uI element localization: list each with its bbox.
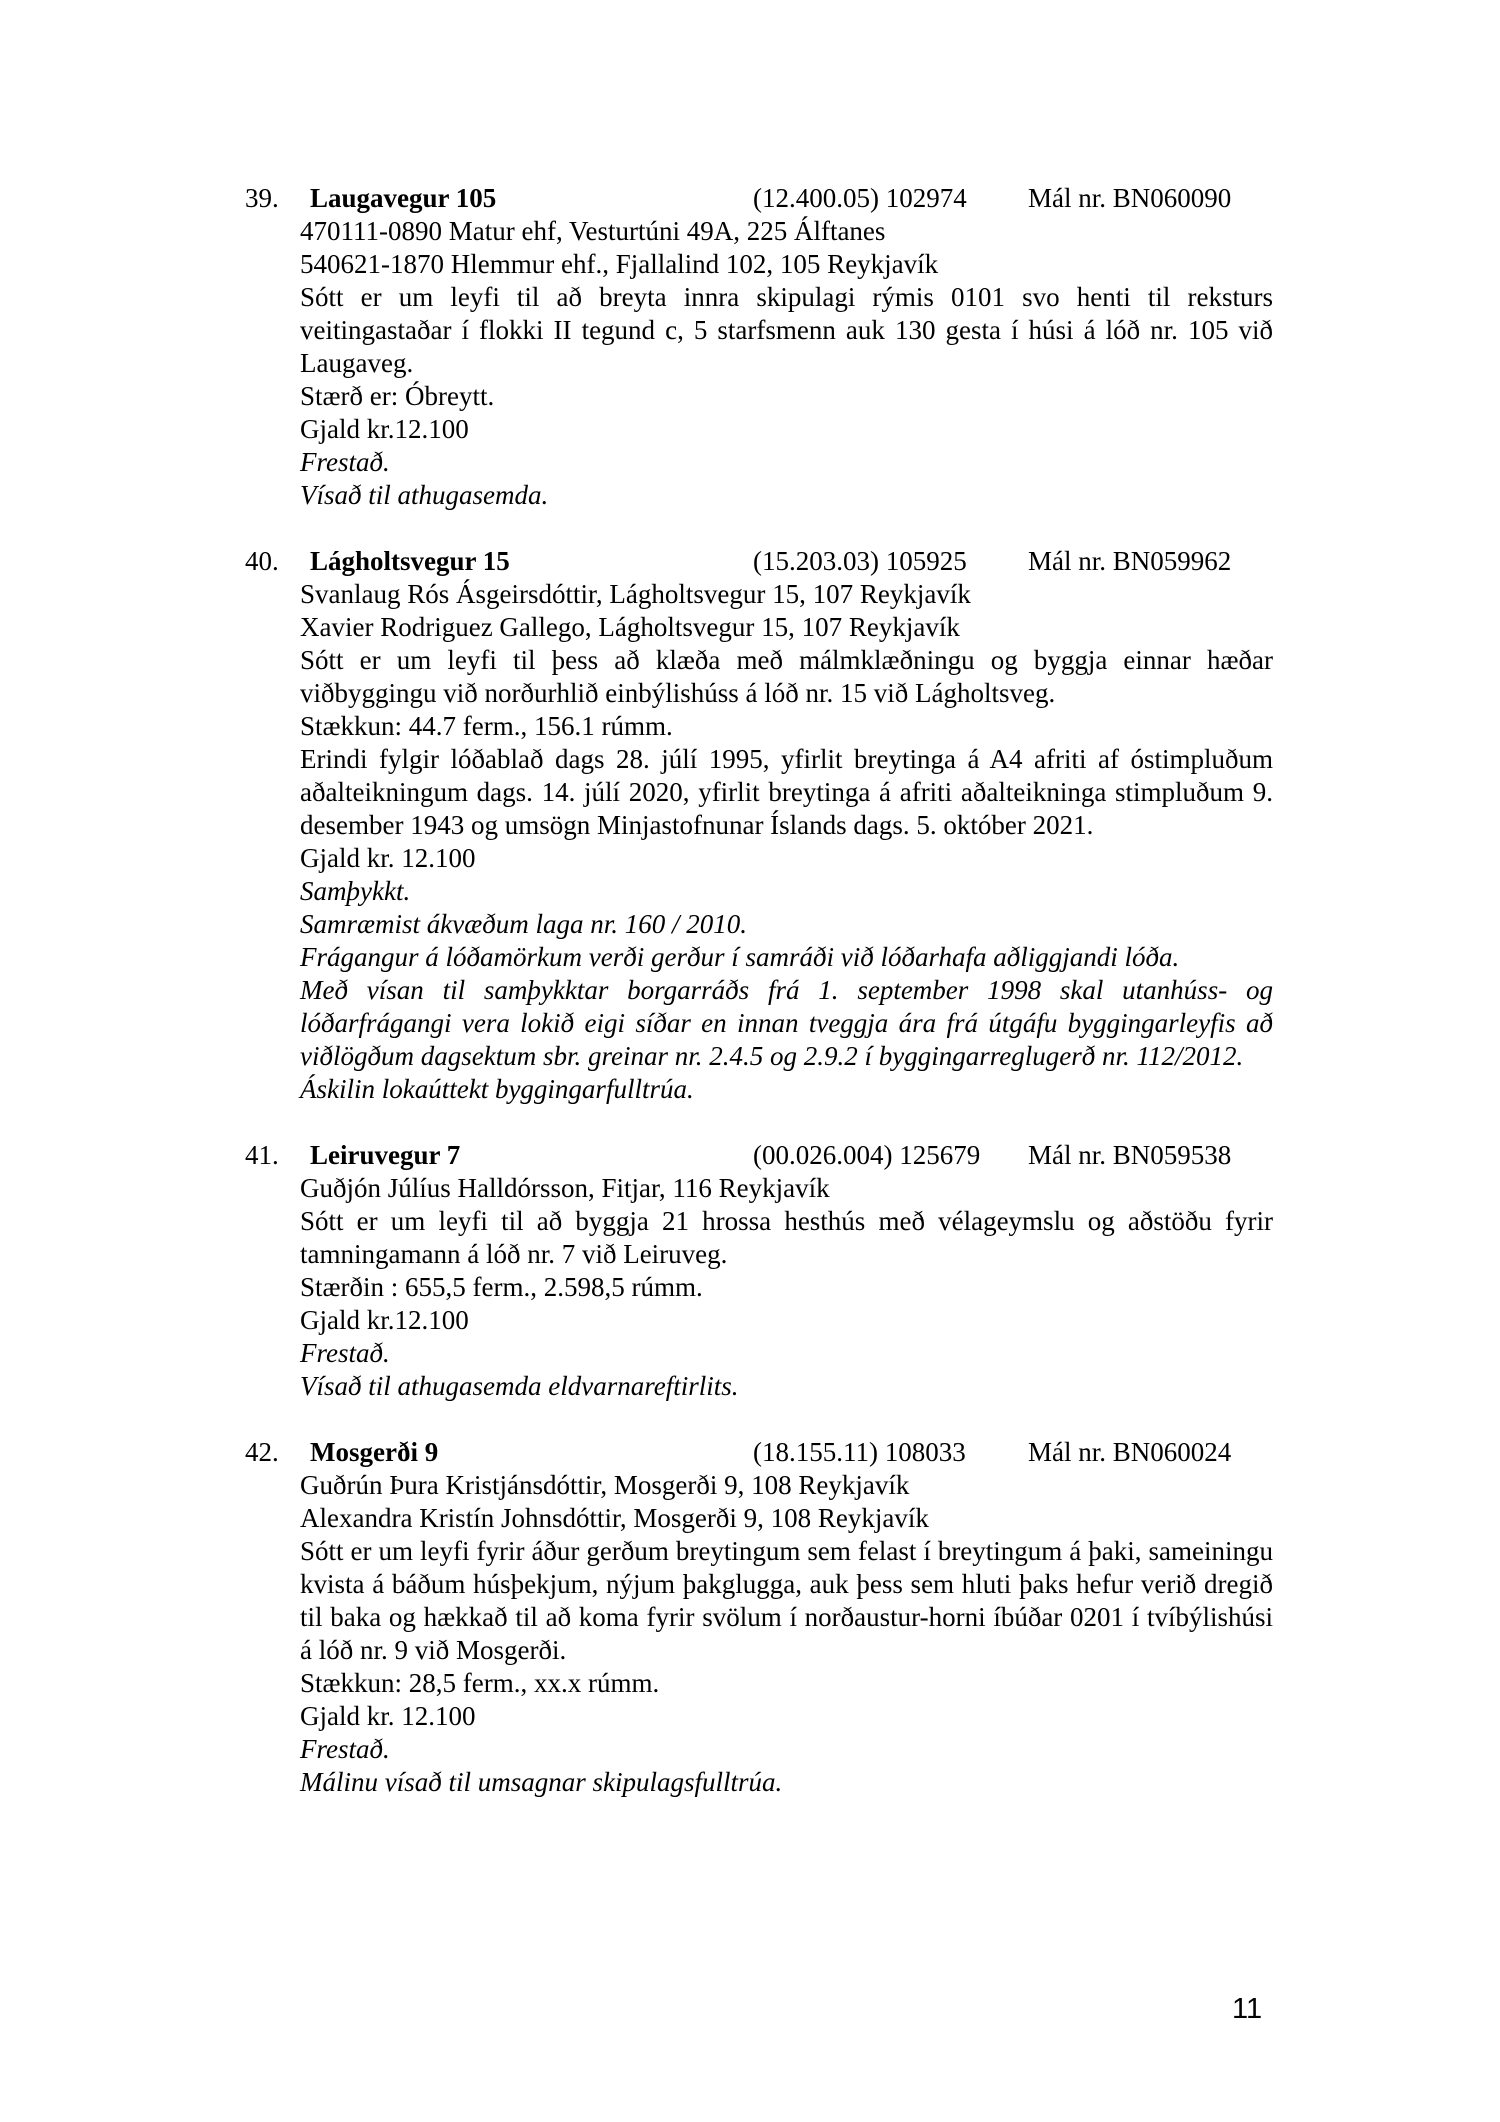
item-case-number: Mál nr. BN059538 [1028,1140,1232,1170]
item-text-line: Vísað til athugasemda. [300,480,549,510]
item-text-line: Gjald kr. 12.100 [300,843,476,873]
item-reference: (18.155.11) 108033 [753,1437,966,1467]
item-text-line: Alexandra Kristín Johnsdóttir, Mosgerði 9, 108 Reykjavík [300,1503,929,1533]
item-text-line: Gjald kr.12.100 [300,1305,469,1335]
item-header [245,182,1273,215]
item-text-line: Stækkun: 44.7 ferm., 156.1 rúmm. [300,711,673,741]
item-text-line: Frestað. [300,1734,390,1764]
item-text-line: Stærð er: Óbreytt. [300,381,495,411]
item-reference: (15.203.03) 105925 [753,546,967,576]
item-body [300,1469,1273,1799]
item-reference: (12.400.05) 102974 [753,183,967,213]
item-case-number: Mál nr. BN060024 [1028,1437,1232,1467]
item-text-line: Sótt er um leyfi til að byggja 21 hrossa hesthús með vélageymslu og aðstöðu fyrir tamningamann á lóð nr. 7 við Leiruveg. [300,1206,1273,1269]
item-text-line: Sótt er um leyfi til þess að klæða með málmklæðningu og byggja einnar hæðar viðbyggingu við norðurhlið einbýlishúss á lóð nr. 15 við Lágholtsveg. [300,645,1273,708]
item-number: 40. [245,546,279,576]
item-text-line: Erindi fylgir lóðablað dags 28. júlí 1995, yfirlit breytinga á A4 afriti af óstimpluðum aðalteikningum dags. 14. júlí 2020, yfirlit breytinga á afriti aðalteikninga stimpluðum 9. desember 1943 og umsögn Minjastofnunar Íslands dags. 5. október 2021. [300,744,1273,840]
item-text-line: Frestað. [300,447,390,477]
agenda-items-list [245,182,1273,1832]
page-number: 11 [1232,1993,1263,2025]
item-text-line: Samræmist ákvæðum laga nr. 160 / 2010. [300,909,748,939]
item-text-line: Gjald kr.12.100 [300,414,469,444]
item-body [300,215,1273,512]
item-text-line: Með vísan til samþykktar borgarráðs frá 1. september 1998 skal utanhúss- og lóðarfrágangi vera lokið eigi síðar en innan tveggja ára frá útgáfu byggingarleyfis að viðlögðum dagsektum sbr. greinar nr. 2.4.5 og 2.9.2 í byggingarreglugerð nr. 112/2012. [300,975,1273,1071]
item-text-line: Xavier Rodriguez Gallego, Lágholtsvegur 15, 107 Reykjavík [300,612,960,642]
item-case-number: Mál nr. BN060090 [1028,183,1232,213]
item-text-line: Svanlaug Rós Ásgeirsdóttir, Lágholtsvegur 15, 107 Reykjavík [300,579,971,609]
item-text-line: 540621-1870 Hlemmur ehf., Fjallalind 102, 105 Reykjavík [300,249,939,279]
item-text-line: Stærðin : 655,5 ferm., 2.598,5 rúmm. [300,1272,703,1302]
item-reference: (00.026.004) 125679 [753,1140,981,1170]
item-header [245,1436,1273,1469]
item-text-line: Frestað. [300,1338,390,1368]
item-header [245,545,1273,578]
item-text-line: 470111-0890 Matur ehf, Vesturtúni 49A, 225 Álftanes [300,216,886,246]
item-text-line: Gjald kr. 12.100 [300,1701,476,1731]
item-text-line: Sótt er um leyfi til að breyta innra skipulagi rýmis 0101 svo henti til reksturs veitingastaðar í flokki II tegund c, 5 starfsmenn auk 130 gesta í húsi á lóð nr. 105 við Laugaveg. [300,282,1273,378]
item-body [300,1172,1273,1403]
item-title: Lágholtsvegur 15 [310,546,510,576]
item-text-line: Málinu vísað til umsagnar skipulagsfulltrúa. [300,1767,783,1797]
item-header [245,1139,1273,1172]
agenda-item [245,1436,1273,1799]
item-text-line: Samþykkt. [300,876,411,906]
item-number: 42. [245,1437,279,1467]
item-title: Leiruvegur 7 [310,1140,461,1170]
agenda-item [245,1139,1273,1403]
item-title: Mosgerði 9 [310,1437,439,1467]
item-text-line: Frágangur á lóðamörkum verði gerður í samráði við lóðarhafa aðliggjandi lóða. [300,942,1180,972]
item-text-line: Guðrún Þura Kristjánsdóttir, Mosgerði 9, 108 Reykjavík [300,1470,910,1500]
agenda-item [245,545,1273,1106]
item-number: 41. [245,1140,279,1170]
item-title: Laugavegur 105 [310,183,497,213]
item-text-line: Guðjón Júlíus Halldórsson, Fitjar, 116 Reykjavík [300,1173,830,1203]
agenda-item [245,182,1273,512]
item-text-line: Vísað til athugasemda eldvarnareftirlits. [300,1371,739,1401]
item-text-line: Sótt er um leyfi fyrir áður gerðum breytingum sem felast í breytingum á þaki, sameiningu kvista á báðum húsþekjum, nýjum þakglugga, auk þess sem hluti þaks hefur verið dregið til baka og hækkað til að koma fyrir svölum í norðaustur-horni íbúðar 0201 í tvíbýlishúsi á lóð nr. 9 við Mosgerði. [300,1536,1273,1665]
item-case-number: Mál nr. BN059962 [1028,546,1232,576]
item-number: 39. [245,183,279,213]
item-text-line: Stækkun: 28,5 ferm., xx.x rúmm. [300,1668,660,1698]
item-body [300,578,1273,1106]
item-text-line: Áskilin lokaúttekt byggingarfulltrúa. [300,1074,694,1104]
